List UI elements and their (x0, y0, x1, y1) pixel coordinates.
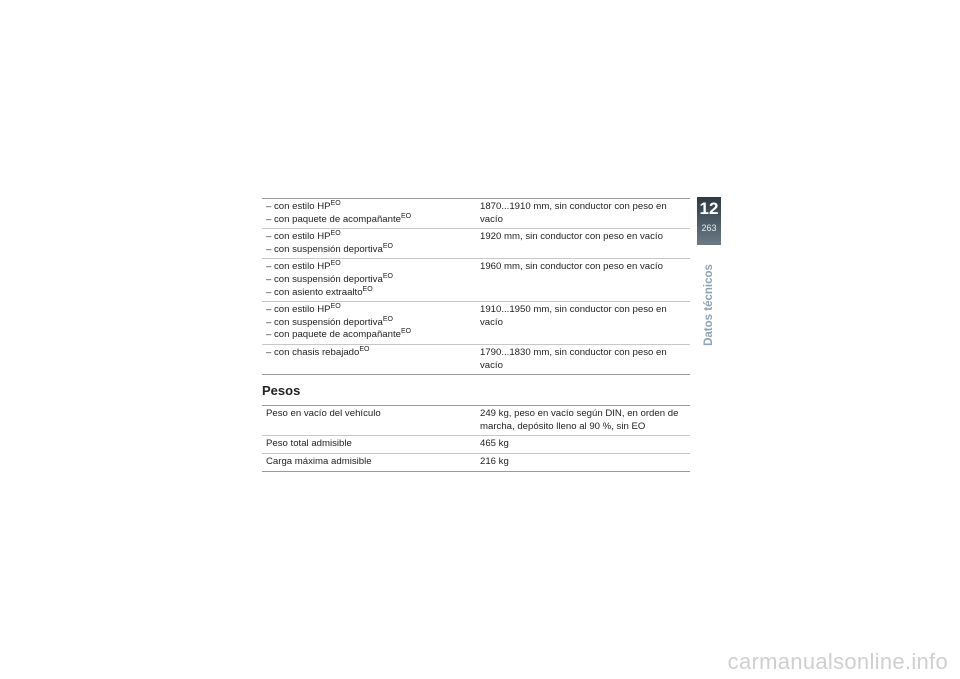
dimension-value: 1870...1910 mm, sin conductor con peso en vacío (480, 201, 667, 225)
dash: – (266, 286, 272, 298)
dimension-row (262, 344, 690, 374)
watermark: carmanualsonline.info (727, 649, 948, 674)
condition-item: – con suspensión deportiva$^{EO}$ (266, 315, 393, 328)
eo-mark: EO (330, 260, 341, 268)
dimension-value: 1910...1950 mm, sin conductor con peso en vacío (480, 304, 667, 328)
dash: – (266, 346, 272, 358)
weight-value: 465 kg (480, 438, 509, 450)
condition-item: – con paquete de acompañante$^{EO}$ (266, 328, 412, 341)
eo-mark: EO (382, 272, 393, 280)
eo-mark: EO (400, 328, 412, 336)
condition-item: – con chasis rebajado$^{EO}$ (266, 345, 370, 358)
condition-item: – con estilo $HP^{EO}$ (266, 260, 341, 273)
condition-item: – con suspensión deportiva$^{EO}$ (266, 272, 393, 285)
section-heading-pesos: Pesos (262, 383, 301, 399)
weight-row (262, 453, 690, 471)
weight-value: 216 kg (480, 455, 509, 467)
spec-content (262, 198, 690, 472)
chapter-label: Datos técnicos (703, 264, 715, 346)
chapter-tab (697, 197, 721, 245)
dimension-row (262, 258, 690, 301)
weight-row (262, 405, 690, 435)
eo-mark: EO (382, 315, 393, 323)
condition-list (262, 345, 474, 374)
condition-list (262, 199, 474, 228)
dash: – (266, 213, 272, 225)
condition-list (262, 229, 474, 258)
eo-mark: EO (400, 212, 412, 220)
dimension-row (262, 198, 690, 228)
page-number: 263 (701, 223, 717, 233)
weight-value: 249 kg, peso en vacío según DIN, en orden de marcha, depósito lleno al 90 %, sin EO (480, 408, 679, 432)
condition-list (262, 302, 474, 344)
eo-mark: EO (330, 303, 341, 311)
weight-label: Peso total admisible (266, 438, 352, 450)
condition-item: – con paquete de acompañante$^{EO}$ (266, 212, 412, 225)
dash: – (266, 316, 272, 328)
dimension-value: 1920 mm, sin conductor con peso en vacío (480, 231, 663, 243)
condition-item: – con estilo $HP^{EO}$ (266, 230, 341, 243)
dash: – (266, 243, 272, 255)
chapter-number: 12 (699, 199, 719, 218)
eo-mark: EO (359, 345, 370, 353)
dimension-value: 1790...1830 mm, sin conductor con peso en vacío (480, 346, 667, 371)
dash: – (266, 304, 272, 316)
condition-item: – con estilo $HP^{EO}$ (266, 303, 341, 316)
condition-list (262, 259, 474, 301)
dash: – (266, 273, 272, 285)
dash: – (266, 231, 272, 243)
eo-mark: EO (330, 200, 341, 207)
dimension-value: 1960 mm, sin conductor con peso en vacío (480, 261, 663, 273)
eo-mark: EO (330, 230, 341, 238)
condition-item: – con estilo $HP^{EO}$ (266, 200, 341, 212)
eo-mark: EO (362, 285, 373, 293)
eo-mark: EO (382, 242, 393, 250)
weight-label: Carga máxima admisible (266, 455, 372, 467)
dimension-row (262, 228, 690, 258)
weight-row (262, 435, 690, 453)
dash: – (266, 329, 272, 341)
condition-item: – con suspensión deportiva$^{EO}$ (266, 242, 393, 255)
condition-item: – con asiento extraalto$^{EO}$ (266, 285, 373, 298)
table-bottom-rule (262, 471, 690, 472)
dash: – (266, 201, 272, 212)
table-bottom-rule (262, 374, 690, 375)
weight-label: Peso en vacío del vehículo (266, 408, 381, 420)
dash: – (266, 261, 272, 273)
dimension-row (262, 301, 690, 344)
